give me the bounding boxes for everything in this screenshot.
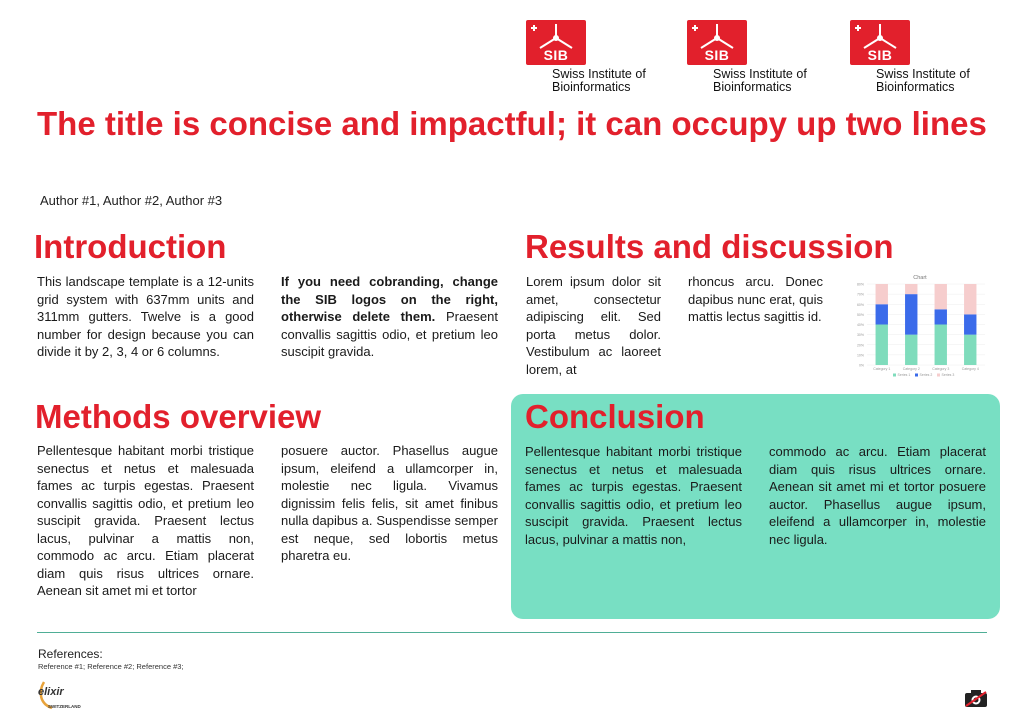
logo-name: Swiss Institute of Bioinformatics [876,67,970,94]
chart-y-tick-label: 80% [856,282,864,287]
chart-bar-segment [905,335,917,365]
methods-col-1: Pellentesque habitant morbi tristique senectus et netus et malesuada fames ac turpis egestas. Praesent convallis sagittis odio, et pretium leo suscipit gravida. Praesent lectus lacus, pulvinar a mattis non, commodo ac arcu. Etiam placerat diam quis risus ultrices ornare. Aenean sit amet mi et tortor [37,443,254,598]
sib-logo-3 [850,20,990,98]
poster-title: The title is concise and impactful; it can occupy up two lines [37,105,987,142]
introduction-col-2 [281,273,498,361]
methods-heading: Methods overview [35,398,322,435]
logo-mark-text: SIB [867,47,893,63]
logo-mark-text: SIB [543,47,569,63]
chart-x-axis [873,367,979,371]
chart-x-tick-label: Category 1 [873,367,891,371]
chart-y-tick-label: 40% [856,323,864,327]
chart-x-tick-label: Category 4 [961,367,979,371]
chart-legend [893,373,954,377]
elixir-node-label: SWITZERLAND [48,704,81,709]
introduction-col-2-text: Praesent convallis sagittis odio, et pretium leo suscipit gravida. [281,309,498,359]
sib-logo-mark [687,20,747,65]
author-list: Author #1, Author #2, Author #3 [40,193,223,208]
results-heading: Results and discussion [525,228,894,265]
camera-icon [964,688,988,708]
sib-logo-2 [687,20,827,98]
chart-bar-segment [964,314,976,334]
chart-x-tick-label: Category 3 [932,367,950,371]
references-heading: References: [38,647,103,661]
results-chart [845,270,990,385]
footer-divider [37,632,987,633]
chart-title: Chart [913,275,927,281]
chart-bar-segment [876,304,888,324]
logo-name: Swiss Institute of Bioinformatics [552,67,646,94]
introduction-col-1: This landscape template is a 12-units grid system with 637mm units and 311mm gutters. Twelve is a good number for design because you can divide it by 2, 3, 4 or 6 columns. [37,274,254,359]
chart-bar-segment [935,325,947,366]
results-col-2: rhoncus arcu. Donec dapibus nunc erat, quis mattis lectus sagittis id. [688,274,823,324]
chart-x-tick-label: Category 2 [902,367,920,371]
sib-logo-mark [850,20,910,65]
chart-bar-segment [935,309,947,324]
conclusion-col-2: commodo ac arcu. Etiam placerat diam quis risus ultrices ornare. Aenean sit amet mi et tortor posuere auctor. Phasellus augue ipsum, eleifend a ullamcorper in, molestie nec ligula. [769,444,986,547]
chart-bar-segment [905,294,917,335]
conclusion-col-1: Pellentesque habitant morbi tristique senectus et netus et malesuada fames ac turpis egestas. Praesent convallis sagittis odio, et pretium leo suscipit gravida. Praesent lectus lacus, pulvinar a mattis non, [525,444,742,547]
chart-bar-segment [876,325,888,366]
chart-y-tick-label: 60% [856,302,864,307]
chart-legend-label: Series 2 [919,373,933,378]
chart-bar-segment [964,284,976,314]
logo-mark-text: SIB [704,47,730,63]
chart-legend-label: Series 3 [941,373,955,378]
chart-y-tick-label: 30% [856,333,864,338]
elixir-wordmark: elixir [38,686,64,698]
cobranding-note: If you need cobranding, change the SIB logos on the right, otherwise delete them. [281,274,498,324]
chart-legend-swatch [937,374,940,377]
results-col-1: Lorem ipsum dolor sit amet, consectetur adipiscing elit. Sed porta metus dolor. Vestibulum ac laoreet lorem, at [526,274,661,377]
conclusion-heading: Conclusion [525,398,705,435]
elixir-logo [36,678,96,712]
chart-y-tick-label: 0% [858,363,864,368]
chart-y-tick-label: 50% [856,312,864,317]
chart-legend-label: Series 1 [897,373,911,378]
chart-bar-segment [964,335,976,365]
logo-name: Swiss Institute of Bioinformatics [713,67,807,94]
chart-bar-segment [935,284,947,309]
introduction-heading: Introduction [34,228,227,265]
chart-y-tick-label: 70% [856,292,864,297]
references-list: Reference #1; Reference #2; Reference #3; [38,662,184,671]
chart-legend-swatch [915,374,918,377]
sib-logo-mark [526,20,586,65]
chart-y-tick-label: 20% [856,343,864,348]
chart-y-axis [857,283,864,368]
chart-legend-swatch [893,374,896,377]
methods-col-2: posuere auctor. Phasellus augue ipsum, eleifend a ullamcorper in, molestie nec ligula. Vivamus dignissim felis felis, sit amet finibus nulla dapibus a. Suspendisse semper est neque, sed lobortis metus pharetra eu. [281,443,498,563]
chart-y-tick-label: 10% [856,353,864,358]
chart-bar-segment [905,284,917,294]
chart-bar-segment [876,284,888,304]
sib-logo-1 [526,20,666,98]
